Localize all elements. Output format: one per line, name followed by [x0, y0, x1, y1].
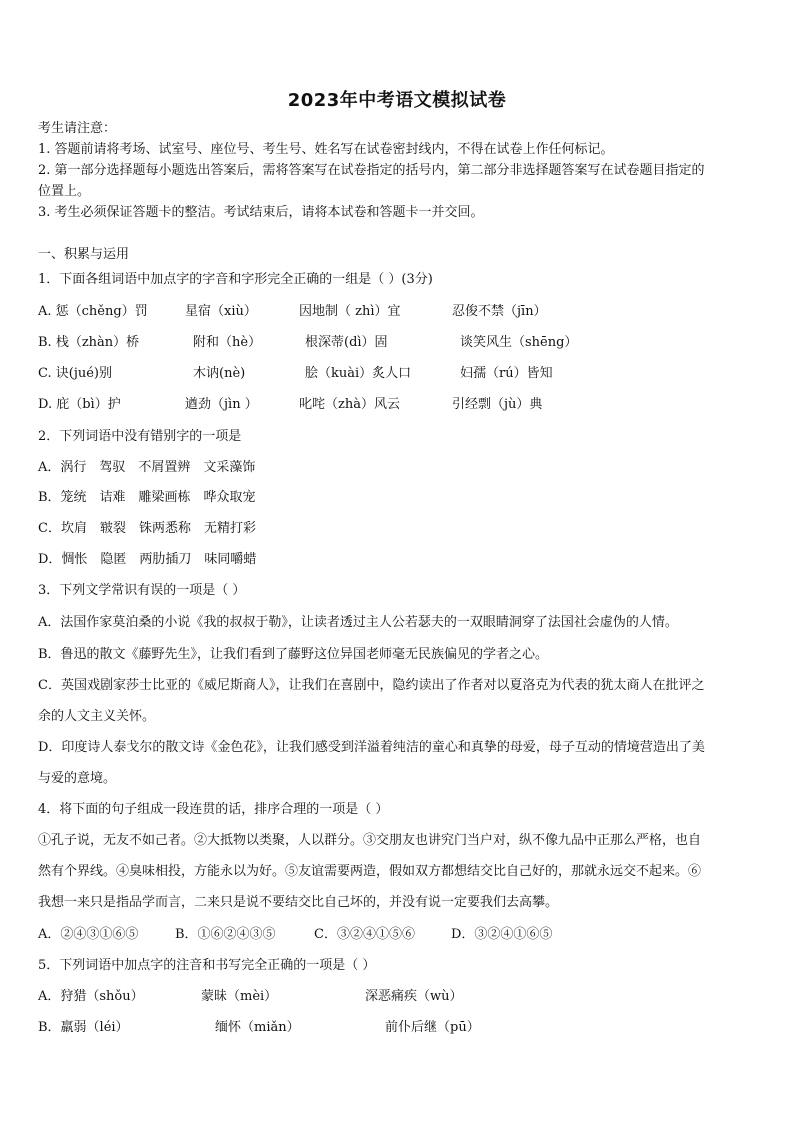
q1-option-a-word-1: A. 惩（chěng）罚	[38, 304, 148, 319]
q3-option-d-line-1: D．印度诗人泰戈尔的散文诗《金色花》，让我们感受到洋溢着纯洁的童心和真挚的母爱，母子互动的情境营造出了美	[38, 740, 705, 755]
q4-option-a: A．②④③①⑥⑤	[38, 927, 139, 942]
question-3-stem: 3．下列文学常识有误的一项是（ ）	[38, 583, 246, 598]
q1-option-c-word-4: 妇孺（rú）皆知	[460, 366, 553, 381]
notice-item-1: 1. 答题前请将考场、试室号、座位号、考生号、姓名写在试卷密封线内，不得在试卷上作任何标记。	[38, 142, 614, 157]
question-1-stem: 1．下面各组词语中加点字的字音和字形完全正确的一组是（ ）(3分)	[38, 272, 433, 287]
question-5-stem: 5．下列词语中加点字的注音和书写完全正确的一项是（ ）	[38, 958, 376, 973]
q5-option-a-word-2: 蒙昧（mèi）	[201, 989, 278, 1004]
q1-option-c-word-2: 木讷(nè)	[193, 366, 246, 381]
q1-option-d-word-1: D. 庇（bì）护	[38, 397, 121, 412]
notice-item-2: 2. 第一部分选择题每小题选出答案后，需将答案写在试卷指定的括号内，第二部分非选择题答案写在试卷题目指定的	[38, 163, 705, 178]
page-title: 2023年中考语文模拟试卷	[287, 90, 507, 111]
q1-option-d-word-2: 遒劲（jìn ）	[185, 397, 258, 412]
q4-option-b: B．①⑥②④③⑤	[175, 927, 276, 942]
q1-option-b-word-3: 根深蒂(dì）固	[305, 335, 388, 350]
question-2-stem: 2．下列词语中没有错别字的一项是	[38, 429, 242, 444]
q4-passage-line-2: 然有个界线。④臭味相投，方能永以为好。⑤友谊需要两造，假如双方都想结交比自己好的，那就永远交不起来。⑥	[38, 864, 702, 879]
q1-option-b-word-4: 谈笑风生（shēng）	[460, 335, 578, 350]
section-heading: 一、积累与运用	[38, 247, 130, 262]
q2-option-a: A．涡行 驾驭 不屑置辨 文采藻饰	[38, 460, 256, 475]
q3-option-d-line-2: 与爱的意境。	[38, 771, 117, 786]
q5-option-a-word-1: A．狩猎（shǒu）	[38, 989, 144, 1004]
q1-option-b-word-1: B. 栈（zhàn）桥	[38, 335, 140, 350]
q5-option-b-word-1: B．羸弱（léi）	[38, 1020, 129, 1035]
q2-option-b: B．笼统 诘难 雕梁画栋 哗众取宠	[38, 490, 256, 505]
q1-option-d-word-3: 叱咤（zhà）风云	[299, 397, 400, 412]
notice-item-3: 3. 考生必须保证答题卡的整洁。考试结束后，请将本试卷和答题卡一并交回。	[38, 205, 484, 220]
q1-option-d-word-4: 引经剽（jù）典	[452, 397, 543, 412]
q4-passage-line-3: 我想一来只是指品学而言，二来只是说不要结交比自己坏的，并没有说一定要我们去高攀。	[38, 895, 559, 910]
q1-option-b-word-2: 附和（hè）	[193, 335, 262, 350]
q3-option-b: B．鲁迅的散文《藤野先生》，让我们看到了藤野这位异国老师毫无民族偏见的学者之心。	[38, 647, 549, 662]
q4-option-d: D．③②④①⑥⑤	[451, 927, 553, 942]
q5-option-b-word-3: 前仆后继（pū）	[385, 1020, 480, 1035]
q1-option-c-word-3: 脍（kuài）炙人口	[305, 366, 412, 381]
q2-option-d: D．惆怅 隐匿 两肋插刀 味同嚼蜡	[38, 552, 257, 567]
q3-option-c-line-2: 余的人文主义关怀。	[38, 709, 156, 724]
question-4-stem: 4．将下面的句子组成一段连贯的话，排序合理的一项是（ ）	[38, 802, 389, 817]
notice-item-2-cont: 位置上。	[38, 184, 91, 199]
q3-option-a: A．法国作家莫泊桑的小说《我的叔叔于勒》，让读者透过主人公若瑟夫的一双眼睛洞穿了法国社会虚伪的人情。	[38, 615, 678, 630]
q4-passage-line-1: ①孔子说，无友不如己者。②大抵物以类聚，人以群分。③交朋友也讲究门当户对，纵不像九品中正那么严格，也自	[38, 833, 702, 848]
q1-option-a-word-2: 星宿（xiù）	[185, 304, 257, 319]
q2-option-c: C．坎肩 皲裂 铢两悉称 无精打彩	[38, 521, 256, 536]
q1-option-a-word-3: 因地制（ zhì）宜	[299, 304, 401, 319]
notice-heading: 考生请注意：	[38, 121, 117, 136]
q5-option-a-word-3: 深恶痛疾（wù）	[365, 989, 463, 1004]
q1-option-a-word-4: 忍俊不禁（jīn）	[452, 304, 547, 319]
q1-option-c-word-1: C. 诀(jué)别	[38, 366, 112, 381]
q3-option-c-line-1: C．英国戏剧家莎士比亚的《威尼斯商人》，让我们在喜剧中，隐约读出了作者对以夏洛克为代表的犹太商人在批评之	[38, 678, 705, 693]
q5-option-b-word-2: 缅怀（miǎn）	[215, 1020, 300, 1035]
q4-option-c: C．③②④①⑤⑥	[314, 927, 415, 942]
